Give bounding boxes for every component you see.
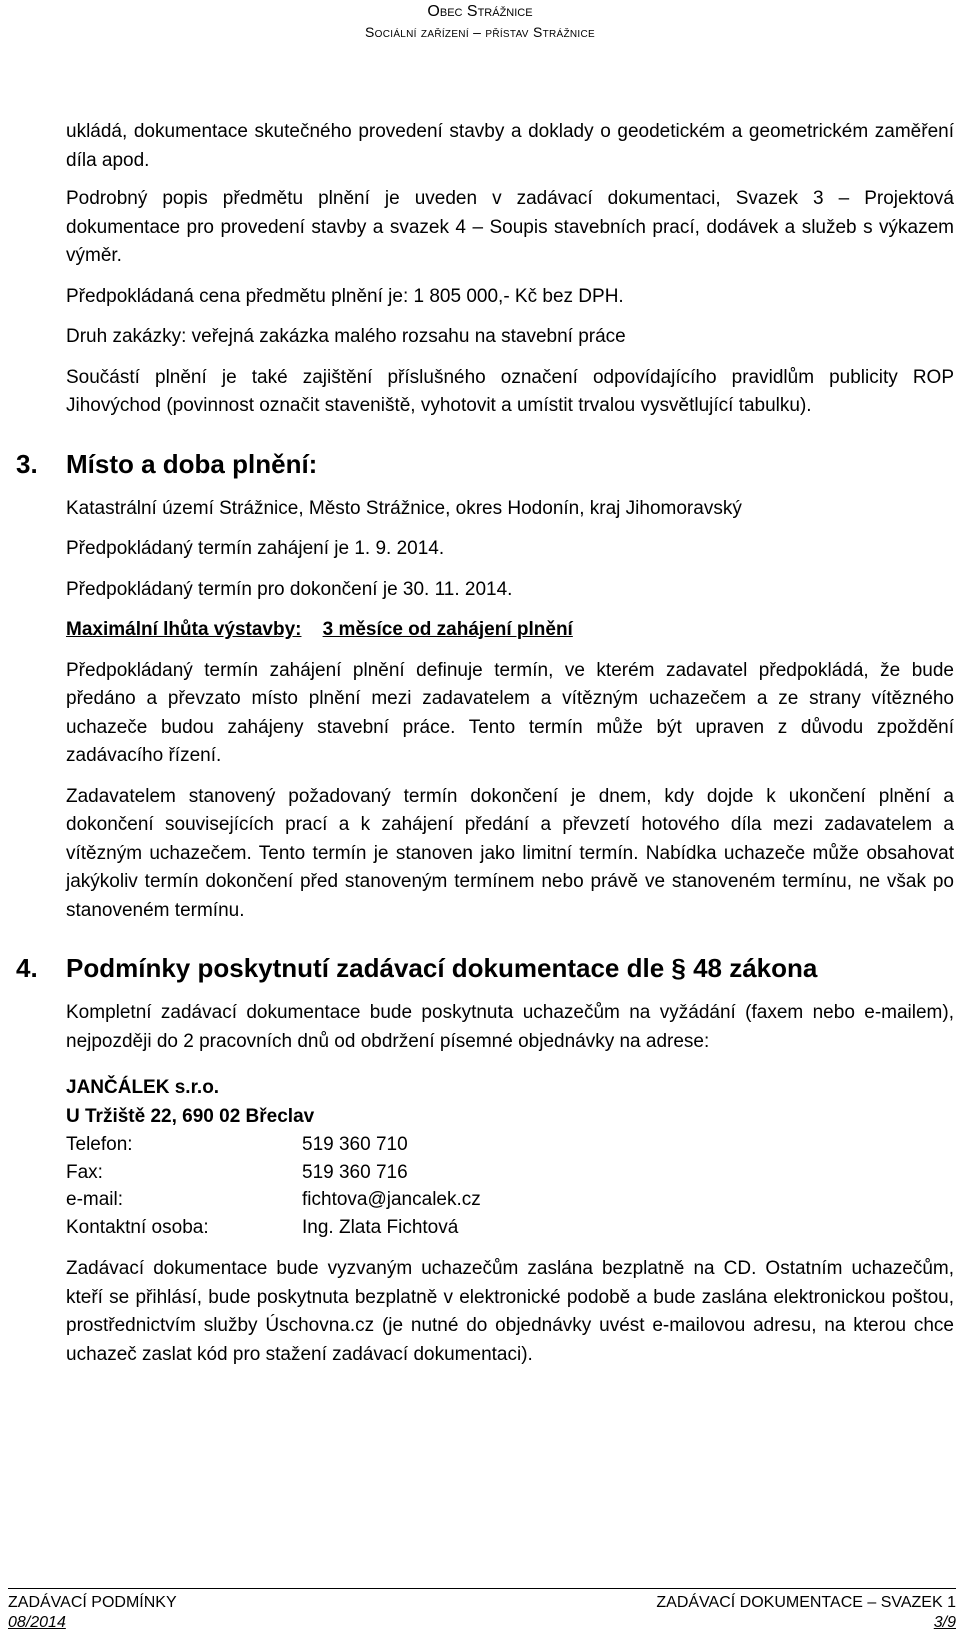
contact-email: fichtova@jancalek.cz	[302, 1189, 481, 1210]
contact-row	[66, 1159, 481, 1187]
company-address: U Tržiště 22, 690 02 Břeclav	[66, 1105, 315, 1127]
contact-value: 519 360 710	[302, 1134, 408, 1155]
max-duration-line	[66, 616, 954, 645]
contact-label: Telefon:	[66, 1134, 133, 1155]
section-heading-3	[16, 447, 954, 481]
page-header	[0, 2, 960, 42]
document-body	[16, 118, 954, 1369]
max-duration-value: 3 měsíce od zahájení plnění	[322, 619, 573, 640]
contact-row	[66, 1131, 481, 1159]
paragraph: Podrobný popis předmětu plnění je uveden v zadávací dokumentaci, Svazek 3 – Projektová dokumentace pro provedení stavby a svazek 4 – Soupis stavebních prací, dodávek a služeb s výkazem výměr.	[66, 188, 954, 266]
contact-label: e-mail:	[66, 1189, 124, 1210]
paragraph: Zadávací dokumentace bude vyzvaným uchazečům zaslána bezplatně na CD. Ostatním uchazečům, kteří se přihlásí, bude poskytnuta bezplatně v elektronické podobě a bude zaslána elektronickou poštou, prostřednictvím služby Úschovna.cz (je nutné do objednávky uvést e-mailovou adresu, na kterou chce uchazeč zaslat kód pro stažení zadávací dokumentaci).	[66, 1258, 954, 1365]
footer-row	[8, 1589, 956, 1613]
paragraph: Předpokládaný termín zahájení plnění definuje termín, ve kterém zadavatel předpokládá, že bude předáno a převzato místo plnění mezi zadavatelem a vítězným uchazečem a ze strany vítězného uchazeče budou zahájeny stavební práce. Tento termín může být upraven z důvodu zpoždění zadávacího řízení.	[66, 659, 954, 766]
footer-left: ZADÁVACÍ PODMÍNKY	[8, 1594, 177, 1611]
section-heading-4	[16, 951, 954, 985]
section-number: 3.	[16, 448, 38, 479]
contact-value: Ing. Zlata Fichtová	[302, 1216, 459, 1238]
contact-value: 519 360 716	[302, 1161, 408, 1183]
footer-date: 08/2014	[8, 1614, 66, 1631]
contact-row	[66, 1214, 481, 1242]
contact-table	[66, 1131, 481, 1241]
paragraph: ukládá, dokumentace skutečného provedení stavby a doklady o geodetickém a geometrickém zaměření díla apod.	[66, 121, 954, 171]
page-number: 3/9	[933, 1614, 956, 1631]
max-duration-label: Maximální lhůta výstavby:	[66, 619, 302, 640]
header-subtitle: Sociální zařízení – přístav Strážnice	[365, 24, 595, 40]
contact-label: Fax:	[66, 1161, 103, 1183]
section-title: Místo a doba plnění:	[66, 448, 318, 479]
footer-row	[8, 1613, 956, 1633]
section-title: Podmínky poskytnutí zadávací dokumentace dle § 48 zákona	[66, 953, 818, 983]
company-name: JANČÁLEK s.r.o.	[66, 1077, 220, 1098]
paragraph: Součástí plnění je také zajištění příslušného označení odpovídajícího pravidlům publicity ROP Jihovýchod (povinnost označit staveniště, vyhotovit a umístit trvalou vysvětlující tabulku).	[66, 366, 954, 416]
paragraph-start-date: Předpokládaný termín zahájení je 1. 9. 2014.	[66, 538, 445, 559]
paragraph-location: Katastrální území Strážnice, Město Strážnice, okres Hodonín, kraj Jihomoravský	[66, 497, 742, 519]
contact-label: Kontaktní osoba:	[66, 1216, 209, 1238]
paragraph-contract-type: Druh zakázky: veřejná zakázka malého rozsahu na stavební práce	[66, 326, 626, 347]
section-number: 4.	[16, 953, 38, 983]
contact-row	[66, 1186, 481, 1214]
header-title: Obec Strážnice	[427, 3, 533, 20]
paragraph: Kompletní zadávací dokumentace bude poskytnuta uchazečům na vyžádání (faxem nebo e-mailem), nejpozději do 2 pracovních dnů od obdržení písemné objednávky na adrese:	[66, 1002, 954, 1052]
paragraph: Zadavatelem stanovený požadovaný termín dokončení je dnem, kdy dojde k ukončení plnění a dokončení souvisejících prací a k zahájení předání a převzetí hotového díla mezi zadavatelem a vítězným uchazečem. Tento termín je stanoven jako limitní termín. Nabídka uchazeče může obsahovat jakýkoliv termín dokončení před stanoveným termínem nebo právě ve stanoveném termínu, ne však po stanoveném termínu.	[66, 785, 954, 921]
paragraph-end-date: Předpokládaný termín pro dokončení je 30. 11. 2014.	[66, 578, 513, 600]
page-footer	[8, 1588, 956, 1633]
paragraph-price: Předpokládaná cena předmětu plnění je: 1 805 000,- Kč bez DPH.	[66, 285, 624, 307]
footer-right: ZADÁVACÍ DOKUMENTACE – SVAZEK 1	[656, 1594, 956, 1611]
